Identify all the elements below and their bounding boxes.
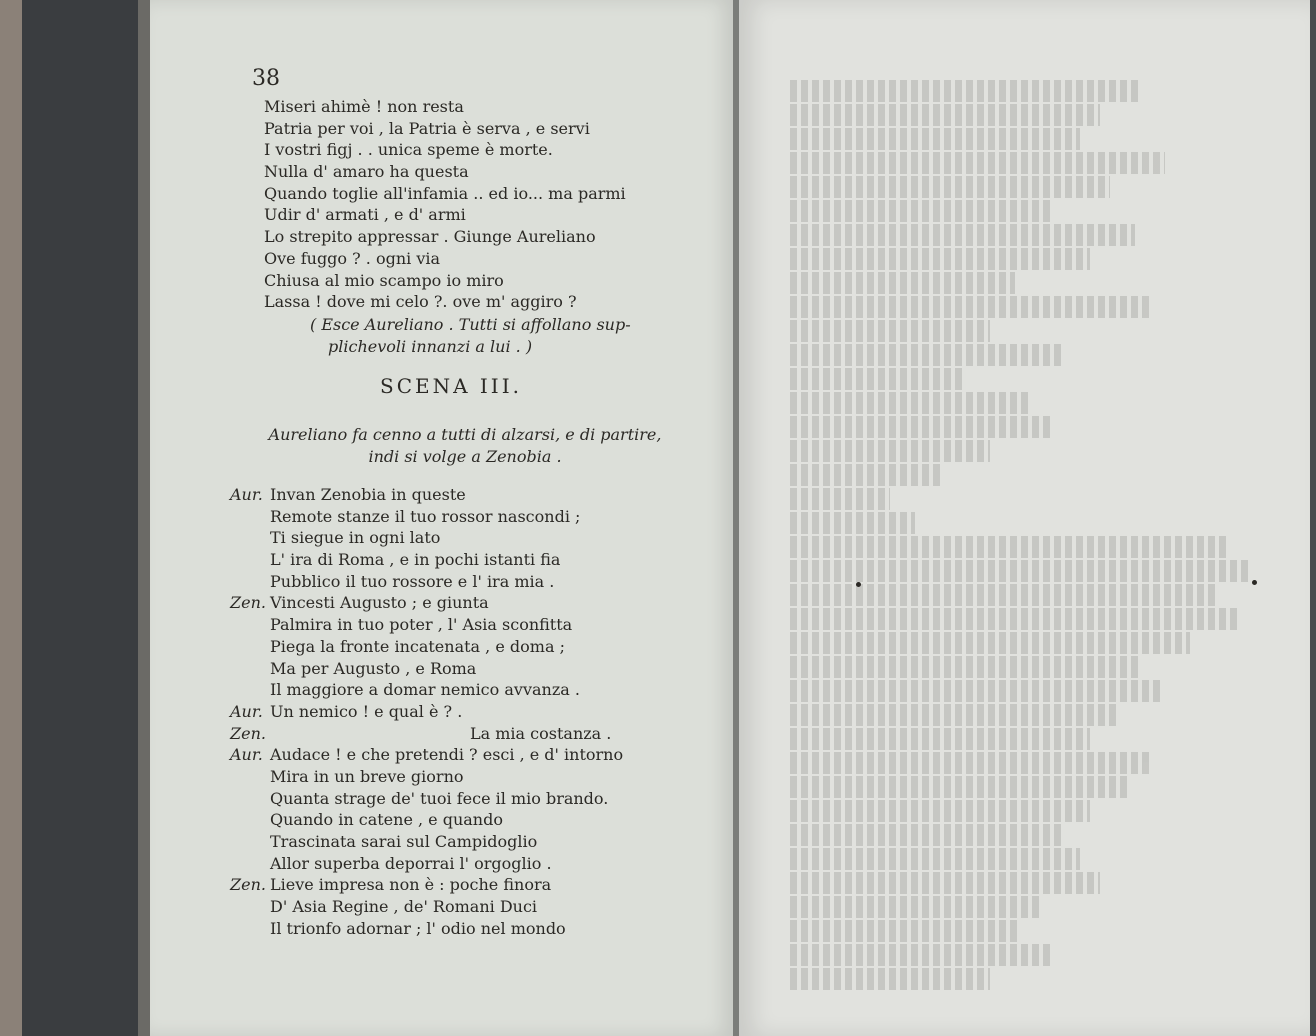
dialogue-line bbox=[230, 527, 623, 549]
dialogue-text: Remote stanze il tuo rossor nascondi ; bbox=[270, 506, 581, 526]
dialogue-text: Palmira in tuo poter , l' Asia sconfitta bbox=[270, 615, 573, 635]
dialogue-text: Lieve impresa non è : poche finora bbox=[270, 875, 552, 895]
bleed-through-texture bbox=[790, 80, 1290, 1020]
dialogue-text: Pubblico il tuo rossore e l' ira mia . bbox=[270, 571, 555, 591]
dialogue-line bbox=[230, 658, 623, 680]
scene-direction bbox=[225, 424, 705, 468]
dialogue-text: Trascinata sarai sul Campidoglio bbox=[270, 832, 538, 851]
dialogue-text: Piega la fronte incatenata , e doma ; bbox=[270, 636, 565, 656]
dialogue-text: La mia costanza . bbox=[470, 723, 612, 743]
dialogue-line bbox=[230, 918, 623, 940]
dialogue-line bbox=[230, 809, 623, 831]
dialogue-line bbox=[230, 484, 623, 506]
dialogue-line bbox=[230, 701, 623, 723]
dialogue-line bbox=[230, 506, 623, 528]
verse-line: Miseri ahimè ! non resta bbox=[264, 97, 464, 116]
dialogue-text: Audace ! e che pretendi ? esci , e d' intorno bbox=[270, 745, 624, 765]
verse-line: I vostri figj . . unica speme è morte. bbox=[264, 140, 553, 160]
dialogue-text: Un nemico ! e qual è ? . bbox=[270, 701, 463, 721]
dialogue-line bbox=[230, 853, 623, 875]
scene-title: SCENA III. bbox=[380, 374, 522, 398]
speaker-name: Aur. bbox=[230, 745, 263, 765]
ink-speck bbox=[1252, 580, 1257, 585]
speaker-name: Zen. bbox=[230, 875, 266, 895]
dialogue-line bbox=[230, 788, 623, 810]
speaker-name: Aur. bbox=[230, 485, 263, 504]
dialogue-line bbox=[230, 766, 623, 788]
stage-direction-line: ( Esce Aureliano . Tutti si affollano sup- bbox=[310, 315, 631, 334]
dialogue-text: Invan Zenobia in queste bbox=[270, 485, 466, 504]
verse-line: Udir d' armati , e d' armi bbox=[264, 205, 466, 225]
verse-line: Lo strepito appressar . Giunge Aureliano bbox=[264, 227, 596, 247]
dialogue-line bbox=[230, 723, 623, 745]
verses-top bbox=[264, 96, 626, 313]
page-edge-right bbox=[1310, 0, 1316, 1036]
dialogue-line bbox=[230, 571, 623, 593]
dialogue-text: Il trionfo adornar ; l' odio nel mondo bbox=[270, 918, 566, 938]
dialogue-text: L' ira di Roma , e in pochi istanti fia bbox=[270, 550, 561, 570]
dialogue-line bbox=[230, 614, 623, 636]
dialogue-text: D' Asia Regine , de' Romani Duci bbox=[270, 897, 538, 917]
book-binding bbox=[22, 0, 142, 1036]
dialogue-text: Vincesti Augusto ; e giunta bbox=[270, 593, 489, 613]
dialogue-text: Quando in catene , e quando bbox=[270, 810, 503, 830]
page-number: 38 bbox=[252, 66, 280, 91]
dialogue-text: Mira in un breve giorno bbox=[270, 766, 464, 786]
verse-line: Nulla d' amaro ha questa bbox=[264, 162, 469, 182]
dialogue-line bbox=[230, 896, 623, 918]
dialogue-line bbox=[230, 592, 623, 614]
ink-speck bbox=[856, 582, 861, 587]
dialogue-line bbox=[230, 831, 623, 853]
dialogue-block bbox=[230, 484, 623, 939]
dialogue-text: Ti siegue in ogni lato bbox=[270, 528, 441, 548]
dialogue-line bbox=[230, 874, 623, 896]
dialogue-text: Il maggiore a domar nemico avvanza . bbox=[270, 680, 580, 700]
verse-line: Chiusa al mio scampo io miro bbox=[264, 270, 504, 290]
background-edge bbox=[0, 0, 22, 1036]
dialogue-text: Ma per Augusto , e Roma bbox=[270, 658, 477, 678]
verse-line: Ove fuggo ? . ogni via bbox=[264, 248, 441, 268]
dialogue-line bbox=[230, 636, 623, 658]
speaker-name: Zen. bbox=[230, 723, 266, 743]
verse-line: Quando toglie all'infamia .. ed io... ma parmi bbox=[264, 183, 626, 203]
dialogue-line bbox=[230, 744, 623, 766]
speaker-name: Aur. bbox=[230, 701, 263, 721]
scene-direction-line: Aureliano fa cenno a tutti di alzarsi, e di partire, bbox=[268, 425, 662, 444]
dialogue-line bbox=[230, 549, 623, 571]
stage-direction bbox=[310, 314, 631, 357]
speaker-name: Zen. bbox=[230, 593, 266, 613]
dialogue-text: Allor superba deporrai l' orgoglio . bbox=[270, 853, 552, 873]
scene-direction-line: indi si volge a Zenobia . bbox=[368, 447, 562, 466]
dialogue-line bbox=[230, 679, 623, 701]
verse-line: Lassa ! dove mi celo ?. ove m' aggiro ? bbox=[264, 292, 577, 312]
verse-line: Patria per voi , la Patria è serva , e servi bbox=[264, 118, 590, 138]
stage-direction-line: plichevoli innanzi a lui . ) bbox=[328, 336, 533, 356]
dialogue-text: Quanta strage de' tuoi fece il mio brando. bbox=[270, 788, 609, 808]
